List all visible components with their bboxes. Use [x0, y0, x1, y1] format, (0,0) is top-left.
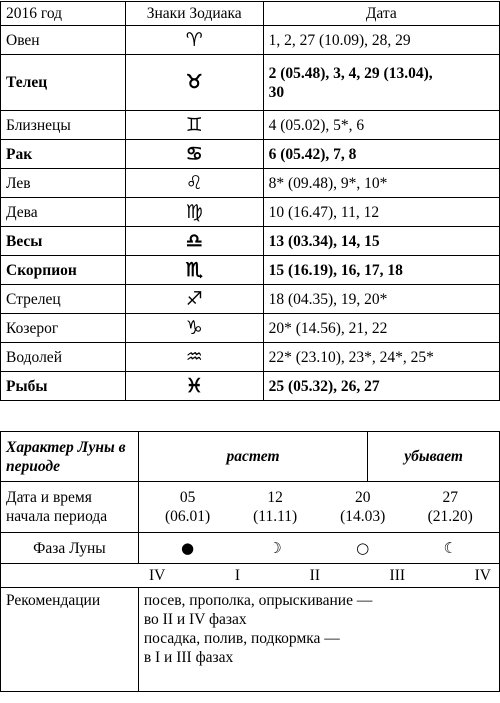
moon-period-time: (14.03)	[340, 508, 386, 525]
moon-period-time: (11.11)	[253, 508, 298, 525]
sign-name: Весы	[1, 227, 126, 256]
scorpio-icon: ♏︎	[125, 256, 263, 285]
zodiac-row-leo	[1, 169, 500, 198]
year-header: 2016 год	[1, 2, 126, 26]
aries-icon: ♈︎	[125, 26, 263, 55]
moon-period-time: (21.20)	[427, 508, 473, 525]
recommend-line: посадка, полив, подкормка —	[143, 630, 340, 647]
zodiac-row-capricorn	[1, 314, 500, 343]
sign-name: Дева	[1, 198, 126, 227]
moon-recommend-label: Рекомендации	[1, 588, 139, 692]
sign-dates: 20* (14.56), 21, 22	[263, 314, 499, 343]
sign-dates: 13 (03.34), 14, 15	[263, 227, 499, 256]
virgo-icon: ♍︎	[125, 198, 263, 227]
zodiac-row-aries	[1, 26, 500, 55]
phase-number: II	[309, 567, 320, 584]
moon-character-row	[1, 432, 500, 482]
phase-number: IV	[474, 567, 491, 584]
recommend-line: посев, прополка, опрыскивание —	[143, 592, 373, 609]
zodiac-row-taurus	[1, 55, 500, 111]
zodiac-row-pisces	[1, 372, 500, 401]
pisces-icon: ♓︎	[125, 372, 263, 401]
sign-dates-line2: 30	[268, 83, 285, 101]
zodiac-row-libra	[1, 227, 500, 256]
sign-dates: 25 (05.32), 26, 27	[263, 372, 499, 401]
moon-period-time: (06.01)	[165, 508, 211, 525]
zodiac-row-sagittarius	[1, 285, 500, 314]
moon-period-day: 20	[354, 489, 371, 506]
zodiac-table	[0, 1, 500, 401]
moon-period-day: 05	[179, 489, 196, 506]
zodiac-row-aquarius	[1, 343, 500, 372]
moon-phase-number-row	[1, 564, 500, 588]
phase-number: IV	[149, 567, 166, 584]
gemini-icon: ♊︎	[125, 111, 263, 140]
new-moon-icon: ●	[181, 538, 195, 557]
last-quarter-moon-icon: ☾	[443, 538, 457, 557]
sign-name: Козерог	[1, 314, 126, 343]
cancer-icon: ♋︎	[125, 140, 263, 169]
zodiac-row-gemini	[1, 111, 500, 140]
moon-table	[0, 431, 500, 692]
zodiac-row-virgo	[1, 198, 500, 227]
sign-dates: 6 (05.42), 7, 8	[263, 140, 499, 169]
phase-number: I	[234, 567, 241, 584]
date-header: Дата	[263, 2, 499, 26]
sagittarius-icon: ♐︎	[125, 285, 263, 314]
sign-dates-line1: 2 (05.48), 3, 4, 29 (13.04),	[268, 64, 433, 82]
moon-date-label: Дата и время начала периода	[1, 482, 139, 533]
sign-name: Водолей	[1, 343, 126, 372]
first-quarter-moon-icon: ☽	[268, 538, 282, 557]
sign-dates: 10 (16.47), 11, 12	[263, 198, 499, 227]
moon-period	[319, 488, 407, 526]
aquarius-icon: ♒︎	[125, 343, 263, 372]
recommend-line: в I и III фазах	[143, 649, 234, 666]
capricorn-icon: ♑︎	[125, 314, 263, 343]
sign-name: Рак	[1, 140, 126, 169]
sign-name: Стрелец	[1, 285, 126, 314]
sign-name: Телец	[1, 55, 126, 111]
moon-period-day: 12	[267, 489, 283, 506]
moon-date-row	[1, 482, 500, 533]
sign-dates: 1, 2, 27 (10.09), 28, 29	[263, 26, 499, 55]
sign-name: Лев	[1, 169, 126, 198]
moon-phase-row	[1, 533, 500, 564]
moon-recommend-text	[138, 588, 499, 692]
signs-header: Знаки Зодиака	[125, 2, 263, 26]
full-moon-icon: ○	[356, 538, 370, 557]
moon-recommend-row	[1, 588, 500, 692]
moon-phase-symbols	[138, 533, 499, 564]
libra-icon: ♎︎	[125, 227, 263, 256]
moon-periods	[138, 482, 499, 533]
sign-name: Овен	[1, 26, 126, 55]
zodiac-row-scorpio	[1, 256, 500, 285]
moon-period	[406, 488, 494, 526]
sign-dates: 4 (05.02), 5*, 6	[263, 111, 499, 140]
moon-phase-label: Фаза Луны	[1, 533, 139, 564]
recommend-line: во II и IV фазах	[143, 611, 247, 628]
phase-number: III	[389, 567, 406, 584]
taurus-icon: ♉︎	[125, 55, 263, 111]
sign-name: Рыбы	[1, 372, 126, 401]
sign-dates: 8* (09.48), 9*, 10*	[263, 169, 499, 198]
zodiac-row-cancer	[1, 140, 500, 169]
moon-phase-numbers	[1, 564, 500, 588]
moon-growing-label: растет	[138, 432, 367, 482]
moon-period	[231, 488, 319, 526]
leo-icon: ♌︎	[125, 169, 263, 198]
moon-period	[144, 488, 232, 526]
sign-dates	[263, 55, 499, 111]
moon-character-label: Характер Луны в периоде	[1, 432, 139, 482]
sign-dates: 22* (23.10), 23*, 24*, 25*	[263, 343, 499, 372]
sign-dates: 15 (16.19), 16, 17, 18	[263, 256, 499, 285]
sign-dates: 18 (04.35), 19, 20*	[263, 285, 499, 314]
sign-name: Близнецы	[1, 111, 126, 140]
zodiac-header-row	[1, 2, 500, 26]
moon-waning-label: убывает	[368, 432, 500, 482]
moon-period-day: 27	[442, 489, 458, 506]
sign-name: Скорпион	[1, 256, 126, 285]
